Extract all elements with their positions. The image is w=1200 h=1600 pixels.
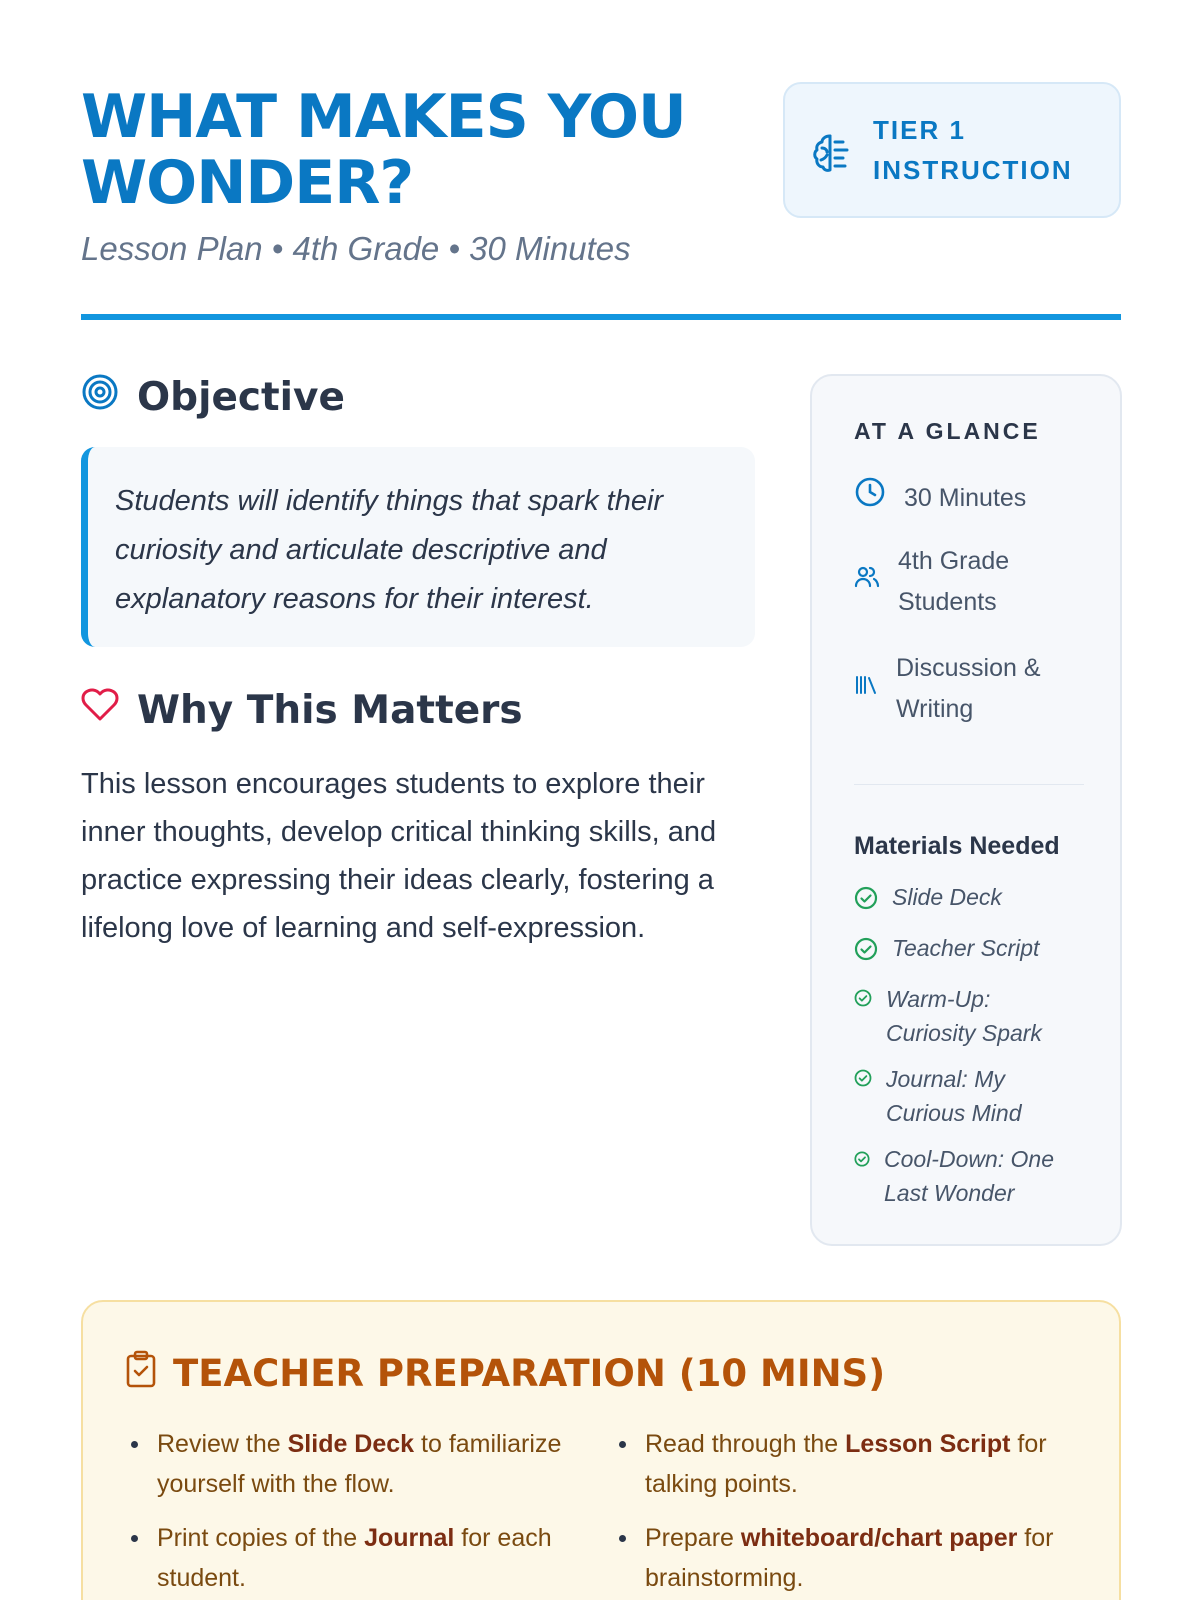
glance-format <box>854 648 1041 730</box>
material-item <box>854 1062 1094 1130</box>
check-circle-icon <box>854 1062 872 1096</box>
check-circle-icon <box>854 982 872 1016</box>
objective-heading <box>81 373 345 421</box>
objective-text: Students will identify things that spark their curiosity and articulate descriptive and explanatory reasons for their interest. <box>81 447 755 647</box>
material-text-line2: Curious Mind <box>886 1100 1022 1126</box>
material-text: Teacher Script <box>892 935 1040 961</box>
materials-title: Materials Needed <box>854 832 1060 860</box>
why-heading-text: Why This Matters <box>137 687 523 733</box>
glance-audience-line2: Students <box>898 588 997 616</box>
tier-label: TIER 1 <box>873 115 966 145</box>
material-text: Cool-Down: One <box>884 1146 1055 1172</box>
material-item <box>854 982 1094 1050</box>
glance-audience <box>854 541 1009 623</box>
prep-item: Print copies of the Journal for each student. <box>125 1518 585 1598</box>
prep-item: Review the Slide Deck to familiarize yourself with the flow. <box>125 1424 585 1504</box>
glance-format-line2: Writing <box>896 695 974 723</box>
prep-item-emphasis: Lesson Script <box>845 1430 1011 1458</box>
users-icon <box>854 562 880 603</box>
tier-label-instruction: INSTRUCTION <box>873 155 1073 185</box>
brain-icon <box>813 132 851 174</box>
prep-item: Prepare whiteboard/chart paper for brainstorming. <box>613 1518 1083 1598</box>
material-text: Journal: My <box>886 1066 1005 1092</box>
material-text: Warm-Up: <box>886 986 991 1012</box>
page-subtitle: Lesson Plan • 4th Grade • 30 Minutes <box>81 230 631 267</box>
heart-icon <box>81 687 119 733</box>
materials-list <box>854 880 1094 1222</box>
target-icon <box>81 373 119 421</box>
objective-heading-text: Objective <box>137 374 345 420</box>
tier-badge <box>783 82 1121 218</box>
material-item <box>854 1142 1094 1210</box>
prep-heading-text: TEACHER PREPARATION (10 MINS) <box>173 1352 886 1395</box>
page-title: WHAT MAKES YOU WONDER? <box>81 82 686 218</box>
prep-item-emphasis: whiteboard/chart paper <box>740 1524 1018 1552</box>
material-text: Slide Deck <box>892 884 1002 910</box>
glance-duration-text: 30 Minutes <box>904 484 1027 512</box>
material-item <box>854 931 1094 970</box>
material-text-line2: Curiosity Spark <box>886 1020 1042 1046</box>
at-a-glance-panel <box>810 374 1122 1246</box>
header-divider <box>81 314 1121 320</box>
check-circle-icon <box>854 931 878 970</box>
why-text: This lesson encourages students to explore their inner thoughts, develop critical thinking skills, and practice expressing their ideas clearly, fostering a lifelong love of learning and self-expression. <box>81 768 717 944</box>
prep-heading <box>125 1350 885 1397</box>
prep-item: Read through the Lesson Script for talking points. <box>613 1424 1083 1504</box>
library-icon <box>854 669 878 710</box>
prep-list-left <box>125 1424 585 1600</box>
why-heading <box>81 687 523 733</box>
glance-title: AT A GLANCE <box>854 418 1041 444</box>
lesson-header <box>81 78 1121 323</box>
glance-audience-line1: 4th Grade <box>898 547 1010 575</box>
glance-format-line1: Discussion & <box>896 654 1041 682</box>
prep-list-right <box>613 1424 1083 1600</box>
material-text-line2: Last Wonder <box>884 1180 1015 1206</box>
glance-divider <box>854 784 1084 785</box>
prep-item-emphasis: Slide Deck <box>287 1430 415 1458</box>
check-circle-icon <box>854 880 878 919</box>
material-item <box>854 880 1094 919</box>
prep-item-emphasis: Journal <box>364 1524 455 1552</box>
clipboard-icon <box>125 1350 157 1397</box>
check-circle-icon <box>854 1142 870 1176</box>
clock-icon <box>854 476 886 521</box>
glance-duration <box>854 476 1026 521</box>
teacher-preparation <box>81 1300 1121 1600</box>
